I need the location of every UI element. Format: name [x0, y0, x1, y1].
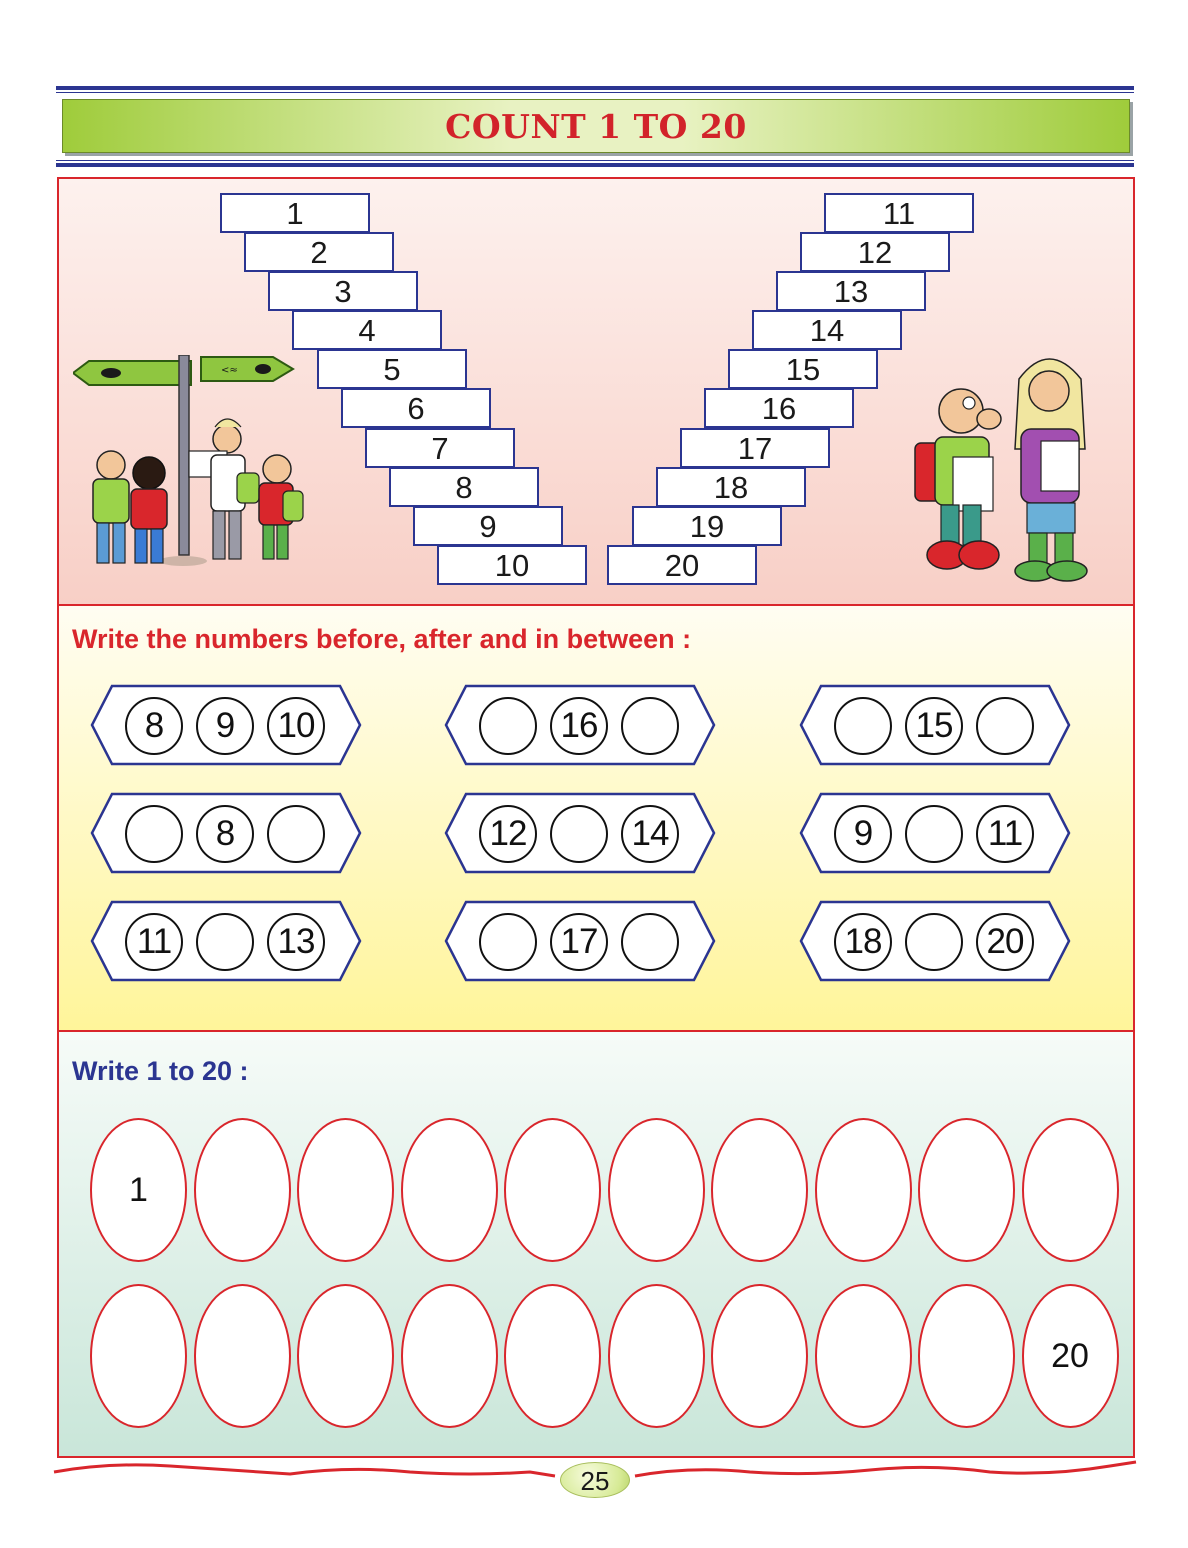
blank-answer-oval[interactable]	[711, 1284, 808, 1428]
stairs-section	[59, 179, 1133, 606]
number-oval: 20	[1022, 1284, 1119, 1428]
before-after-section	[59, 606, 1133, 1032]
blank-answer-oval[interactable]	[1022, 1118, 1119, 1262]
top-rule	[56, 86, 1134, 90]
step-17: 17	[680, 428, 830, 468]
blank-answer-oval[interactable]	[504, 1284, 601, 1428]
blank-answer-circle[interactable]	[267, 805, 325, 863]
number-hexagon	[444, 900, 716, 982]
blank-answer-oval[interactable]	[297, 1118, 394, 1262]
step-2: 2	[244, 232, 394, 272]
hikers-pair-icon	[909, 339, 1109, 589]
step-5: 5	[317, 349, 467, 389]
step-16: 16	[704, 388, 854, 428]
instruction-write-1-to-20: Write 1 to 20 :	[72, 1056, 249, 1086]
number-hexagon	[799, 792, 1071, 874]
page-number: 25	[560, 1462, 630, 1498]
number-circle: 11	[976, 805, 1034, 863]
number-circle: 16	[550, 697, 608, 755]
blank-answer-circle[interactable]	[905, 805, 963, 863]
step-1: 1	[220, 193, 370, 233]
step-20: 20	[607, 545, 757, 585]
number-hexagon	[799, 684, 1071, 766]
blank-answer-oval[interactable]	[815, 1118, 912, 1262]
blank-answer-circle[interactable]	[479, 913, 537, 971]
number-circle: 9	[196, 697, 254, 755]
step-7: 7	[365, 428, 515, 468]
write-1-to-20-section	[59, 1032, 1133, 1456]
step-3: 3	[268, 271, 418, 311]
hikers-group-icon	[77, 355, 307, 591]
blank-answer-oval[interactable]	[401, 1284, 498, 1428]
number-hexagon	[799, 900, 1071, 982]
step-9: 9	[413, 506, 563, 546]
title-underline	[56, 163, 1134, 167]
blank-answer-oval[interactable]	[608, 1284, 705, 1428]
number-circle: 17	[550, 913, 608, 971]
step-11: 11	[824, 193, 974, 233]
blank-answer-circle[interactable]	[976, 697, 1034, 755]
number-circle: 13	[267, 913, 325, 971]
blank-answer-oval[interactable]	[608, 1118, 705, 1262]
instruction-before-after: Write the numbers before, after and in between :	[72, 624, 692, 654]
blank-answer-circle[interactable]	[834, 697, 892, 755]
number-circle: 20	[976, 913, 1034, 971]
blank-answer-oval[interactable]	[815, 1284, 912, 1428]
step-12: 12	[800, 232, 950, 272]
step-13: 13	[776, 271, 926, 311]
step-6: 6	[341, 388, 491, 428]
blank-answer-oval[interactable]	[504, 1118, 601, 1262]
step-18: 18	[656, 467, 806, 507]
number-circle: 8	[125, 697, 183, 755]
svg-text:<≈: <≈	[221, 365, 238, 376]
top-rule-thin	[56, 92, 1134, 93]
blank-answer-oval[interactable]	[711, 1118, 808, 1262]
blank-answer-oval[interactable]	[918, 1284, 1015, 1428]
number-hexagon	[90, 792, 362, 874]
title-banner	[62, 99, 1130, 153]
number-circle: 18	[834, 913, 892, 971]
blank-answer-oval[interactable]	[194, 1118, 291, 1262]
step-8: 8	[389, 467, 539, 507]
number-hexagon	[90, 900, 362, 982]
blank-answer-oval[interactable]	[90, 1284, 187, 1428]
step-19: 19	[632, 506, 782, 546]
title-underline-thin	[56, 160, 1134, 161]
blank-answer-oval[interactable]	[297, 1284, 394, 1428]
blank-answer-circle[interactable]	[621, 913, 679, 971]
number-oval: 1	[90, 1118, 187, 1262]
worksheet-frame	[57, 177, 1135, 1458]
step-15: 15	[728, 349, 878, 389]
blank-answer-circle[interactable]	[125, 805, 183, 863]
number-circle: 12	[479, 805, 537, 863]
step-10: 10	[437, 545, 587, 585]
step-4: 4	[292, 310, 442, 350]
step-14: 14	[752, 310, 902, 350]
number-hexagon	[444, 684, 716, 766]
number-hexagon	[444, 792, 716, 874]
number-hexagon	[90, 684, 362, 766]
number-circle: 10	[267, 697, 325, 755]
blank-answer-circle[interactable]	[479, 697, 537, 755]
number-circle: 9	[834, 805, 892, 863]
blank-answer-oval[interactable]	[918, 1118, 1015, 1262]
number-circle: 14	[621, 805, 679, 863]
blank-answer-circle[interactable]	[196, 913, 254, 971]
page-title: COUNT 1 TO 20	[445, 106, 747, 146]
blank-answer-circle[interactable]	[905, 913, 963, 971]
blank-answer-oval[interactable]	[401, 1118, 498, 1262]
number-circle: 15	[905, 697, 963, 755]
blank-answer-oval[interactable]	[194, 1284, 291, 1428]
number-circle: 8	[196, 805, 254, 863]
blank-answer-circle[interactable]	[550, 805, 608, 863]
blank-answer-circle[interactable]	[621, 697, 679, 755]
number-circle: 11	[125, 913, 183, 971]
